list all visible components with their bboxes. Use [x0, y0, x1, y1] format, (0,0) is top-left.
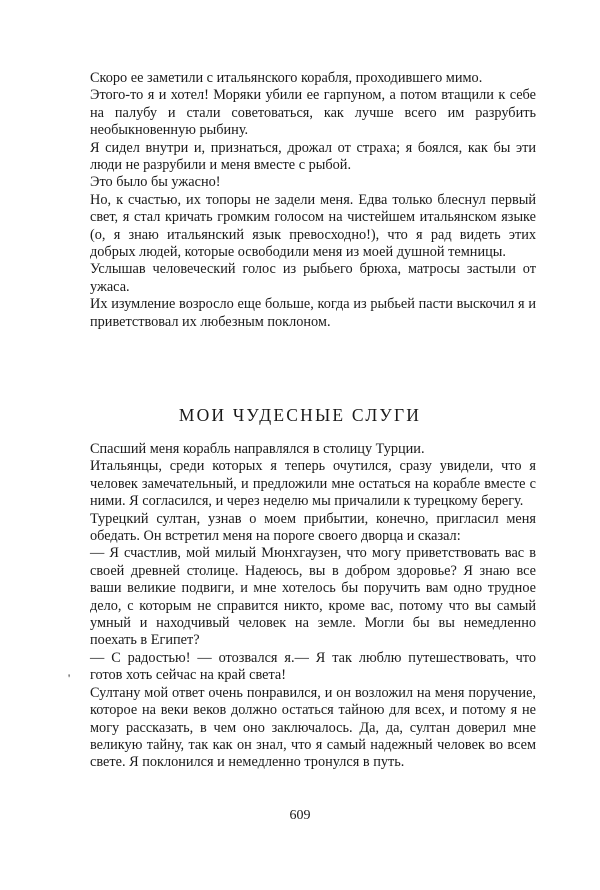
paragraph: Скоро ее заметили с итальянского корабля, проходившего мимо. — [90, 70, 483, 86]
paragraph: Султану мой ответ очень понравился, и он возложил на меня поручение, которое на веки веков должно остаться тайною для всех, и потому я не могу рассказать, в чем оно заключалось. Да, да, султан доверил мне великую тайну, так как он знал, что я самый надежный человек во всем свете. Я поклонился и немедленно тронулся в путь. — [90, 684, 536, 771]
paragraph: — Я счастлив, мой милый Мюнхгаузен, что могу приветствовать вас в своей древней столице. Надеюсь, вы в добром здоровье? Я знаю все ваши великие подвиги, и мне хотелось бы поручить вам одно трудное дело, с которым не справится никто, кроме вас, потому что вы самый умный и находчивый человек на земле. Могли бы вы немедленно поехать в Египет? — [90, 545, 536, 649]
paragraph: Итальянцы, среди которых я теперь очутился, сразу увидели, что я человек замечательный, и предложили мне остаться на корабле вместе с ними. Я согласился, и через неделю мы причалили к турецкому берегу. — [90, 458, 536, 510]
paragraph: Но, к счастью, их топоры не задели меня. Едва только блеснул первый свет, я стал кричать громким голосом на чистейшем итальянском языке (о, я знаю итальянский язык превосходно!), что я рад видеть этих добрых людей, которые освободили меня из моей душной темницы. — [90, 191, 536, 261]
paragraph: Их изумление возросло еще больше, когда из рыбьей пасти выскочил я и приветствовал их любезным поклоном. — [90, 296, 536, 330]
previous-chapter-ending — [90, 70, 536, 331]
paragraph: Этого-то я и хотел! Моряки убили ее гарпуном, а потом втащили к себе на палубу и стали советоваться, как лучше всего им разрубить необыкновенную рыбину. — [90, 87, 536, 139]
paragraph: Турецкий султан, узнав о моем прибытии, конечно, пригласил меня обедать. Он встретил меня на пороге своего дворца и сказал: — [90, 510, 536, 545]
paragraph: Спасший меня корабль направлялся в столицу Турции. — [90, 441, 425, 457]
margin-mark: ' — [68, 671, 71, 685]
paragraph: Я сидел внутри и, признаться, дрожал от страха; я боялся, как бы эти люди не разрубили и меня вместе с рыбой. — [90, 139, 536, 174]
chapter-title: МОИ ЧУДЕСНЫЕ СЛУГИ — [178, 405, 422, 425]
paragraph: Это было бы ужасно! — [90, 174, 221, 191]
chapter-body — [90, 441, 536, 772]
paragraph: — С радостью! — отозвался я.— Я так люблю путешествовать, что готов хоть сейчас на край света! — [90, 649, 536, 684]
paragraph: Услышав человеческий голос из рыбьего брюха, матросы застыли от ужаса. — [90, 261, 536, 295]
page-number: 609 — [289, 808, 311, 823]
